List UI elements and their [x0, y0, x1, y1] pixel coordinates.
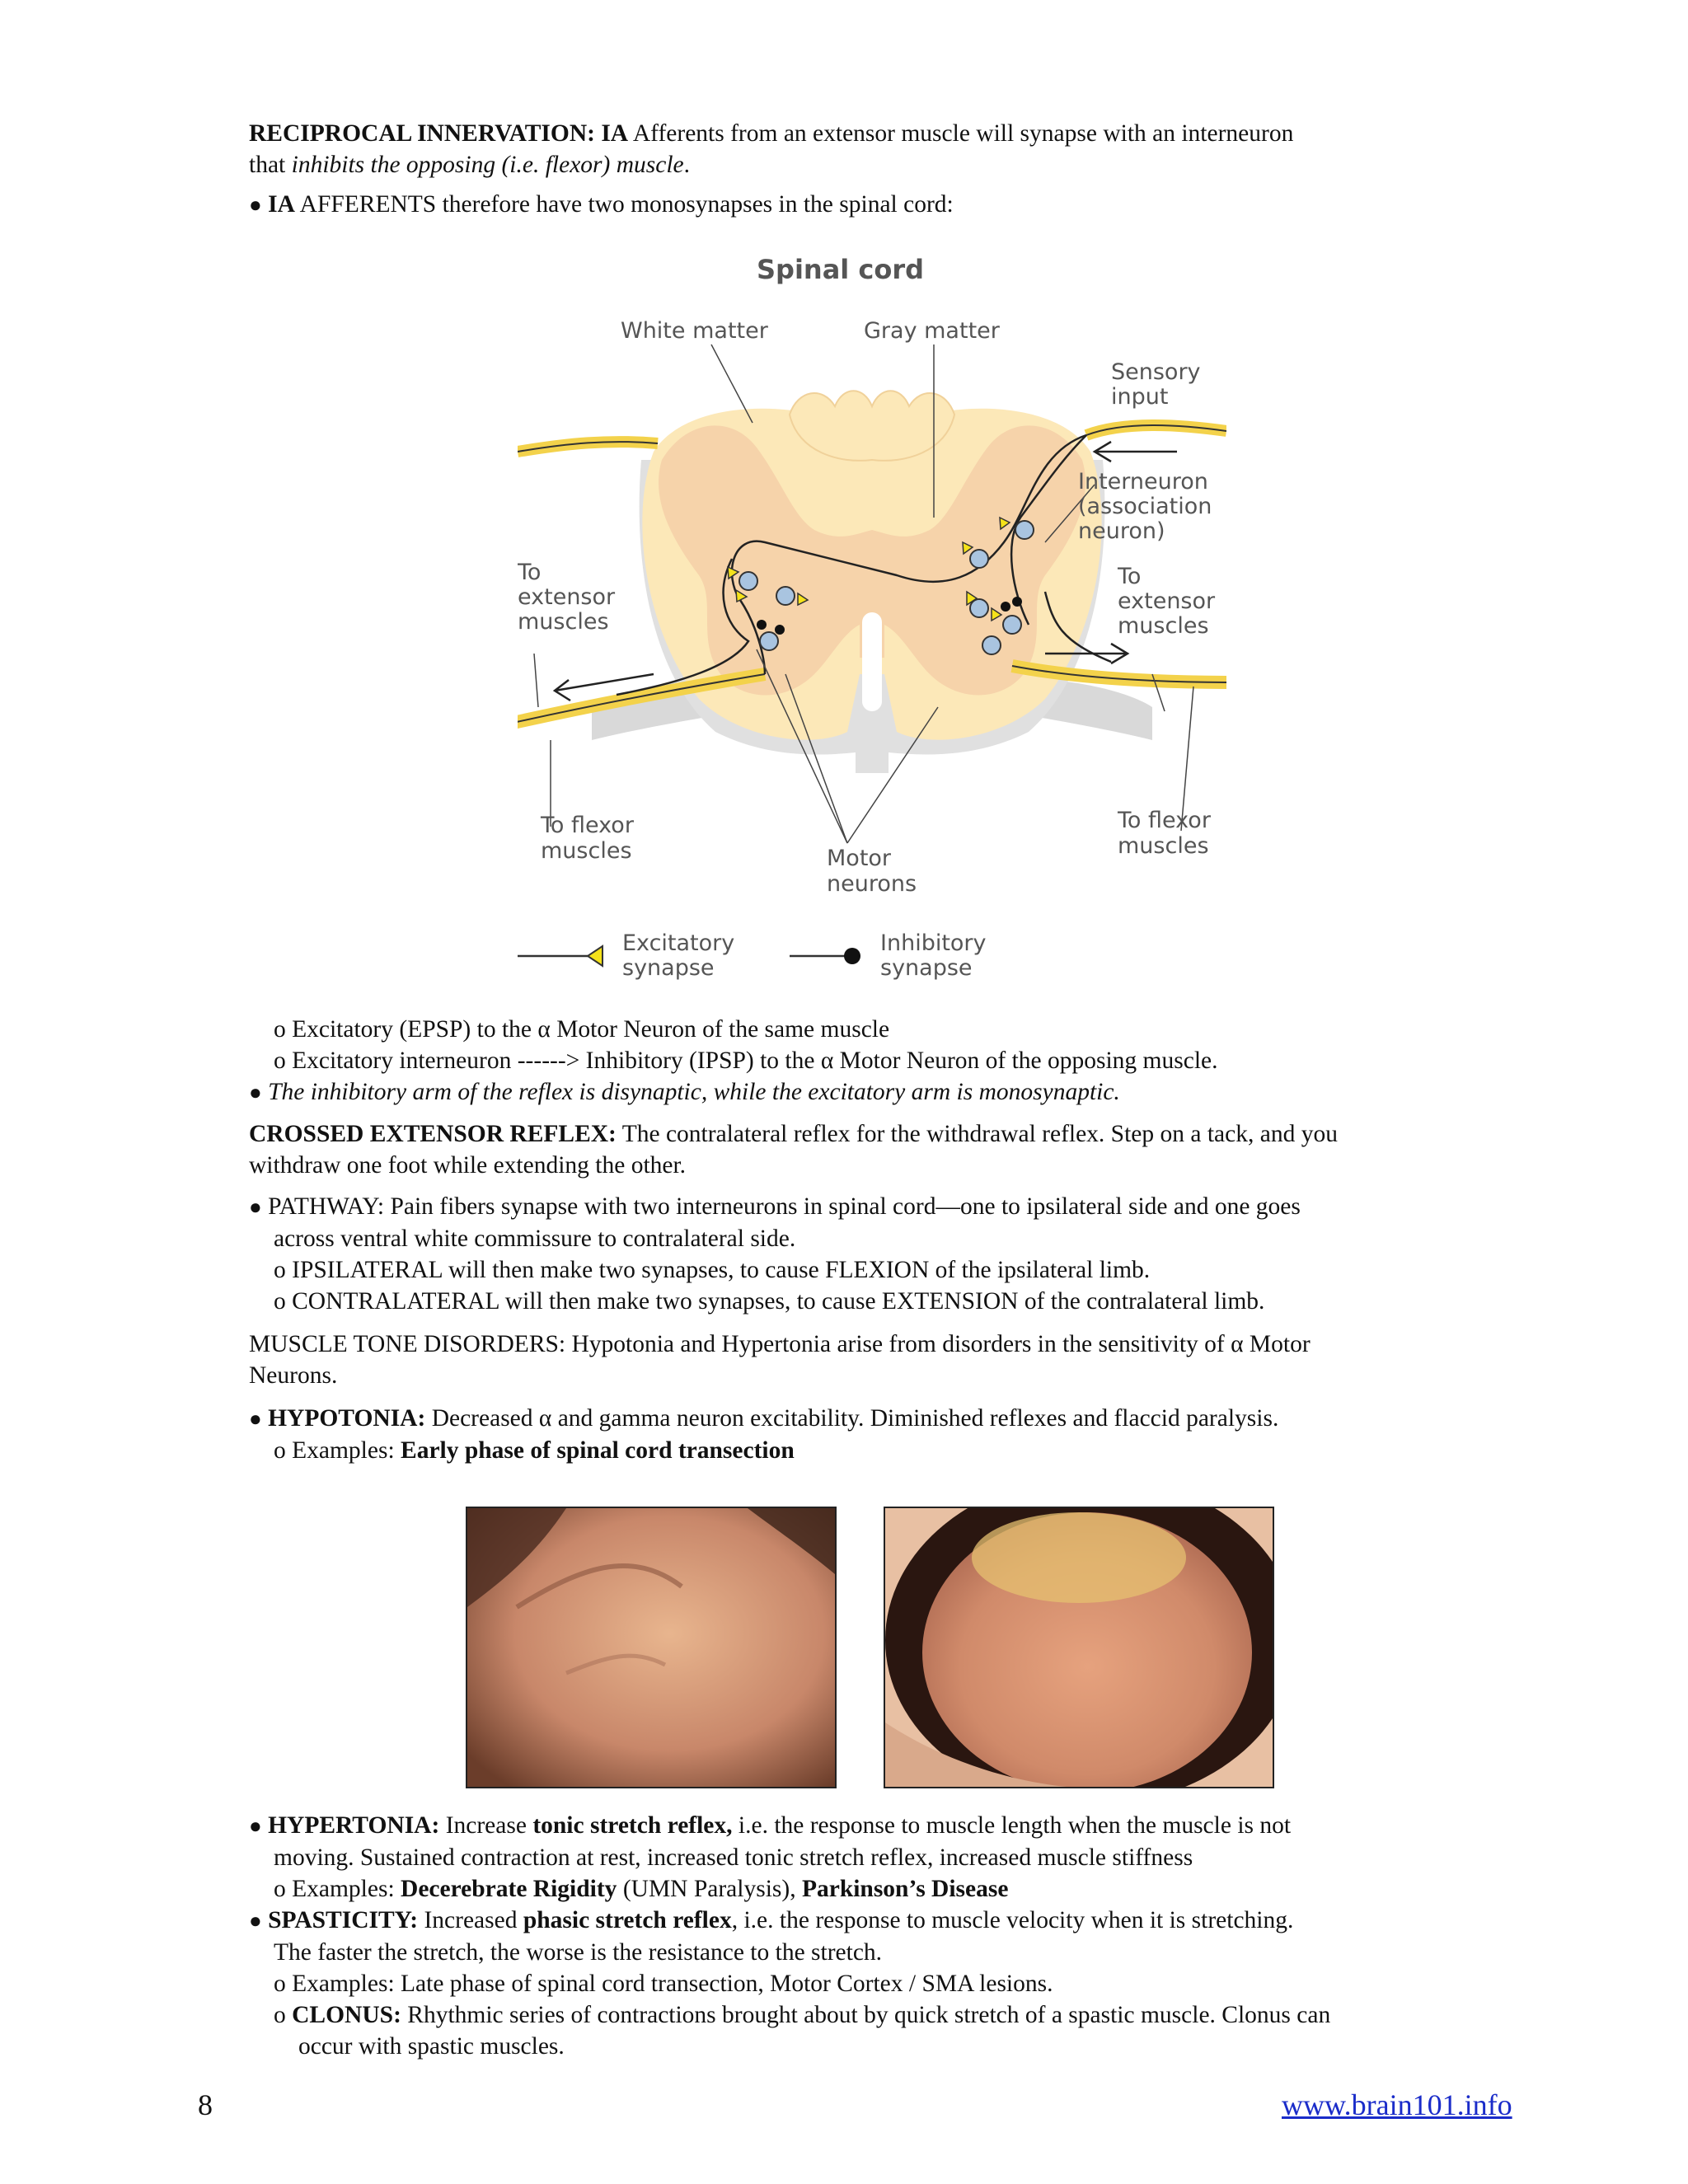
reciprocal-italic: inhibits the opposing (i.e. flexor) muscle	[291, 152, 684, 178]
hypotonia-text: Decreased α and gamma neuron excitability. Diminished reflexes and flaccid paralysis.	[425, 1405, 1279, 1432]
label-excitatory-1: Excitatory	[622, 930, 735, 956]
reciprocal-text-1: Afferents from an extensor muscle will synapse with an interneuron	[628, 120, 1294, 147]
inhibitory-legend-icon	[844, 948, 860, 964]
contralateral-item: o CONTRALATERAL will then make two synapses, to cause EXTENSION of the contralateral limb.	[274, 1288, 1265, 1315]
hypertonia-ex-mid: (UMN Paralysis),	[617, 1876, 802, 1902]
label-flexor-right-1: To flexor	[1118, 808, 1211, 833]
label-excitatory-2: synapse	[622, 955, 715, 981]
hypotonia-ex-bold: Early phase of spinal cord transection	[401, 1437, 795, 1464]
label-sensory-2: input	[1111, 384, 1169, 410]
label-flexor-left-2: muscles	[541, 838, 632, 864]
clonus-item	[249, 1999, 1469, 2031]
hypertonia-t2: i.e. the response to muscle length when the muscle is not	[732, 1812, 1292, 1839]
note-bullet	[249, 1076, 1469, 1108]
reciprocal-section	[249, 118, 1469, 221]
spasticity-examples: o Examples: Late phase of spinal cord transection, Motor Cortex / SMA lesions.	[274, 1971, 1053, 1997]
hypotonia-bullet	[249, 1403, 1469, 1435]
hypertonia-bold: tonic stretch reflex,	[532, 1812, 733, 1839]
pathway-text-1: PATHWAY: Pain fibers synapse with two interneurons in spinal cord—one to ipsilateral side and one goes	[268, 1193, 1301, 1220]
clonus-line-2: occur with spastic muscles.	[298, 2033, 565, 2060]
hypertonia-ex-bold-2: Parkinson’s Disease	[801, 1876, 1009, 1902]
clonus-title: CLONUS:	[292, 2002, 401, 2028]
crossed-title: CROSSED EXTENSOR REFLEX:	[249, 1121, 617, 1147]
tone-line-1: MUSCLE TONE DISORDERS: Hypotonia and Hypertonia arise from disorders in the sensitivity of α Motor	[249, 1331, 1311, 1357]
label-extensor-right-1: To	[1118, 564, 1142, 589]
ipsilateral-item: o IPSILATERAL will then make two synapses, to cause FLEXION of the ipsilateral limb.	[274, 1257, 1151, 1283]
label-extensor-right-3: muscles	[1118, 613, 1209, 639]
reciprocal-text-2: that	[249, 152, 292, 178]
hypotonia-photo-right	[884, 1507, 1274, 1788]
spasticity-title: SPASTICITY:	[268, 1907, 419, 1933]
sublist-epsp: o Excitatory (EPSP) to the α Motor Neuron of the same muscle	[274, 1016, 890, 1043]
spasticity-t1: Increased	[418, 1907, 523, 1933]
spasticity-bold: phasic stretch reflex	[523, 1907, 732, 1933]
label-extensor-right-2: extensor	[1118, 588, 1216, 614]
clonus-prefix: o	[274, 2002, 293, 2028]
label-extensor-left-3: muscles	[518, 609, 609, 635]
hypertonia-ex-bold-1: Decerebrate Rigidity	[401, 1876, 617, 1902]
label-flexor-left-1: To flexor	[541, 813, 634, 838]
hypotonia-title: HYPOTONIA:	[268, 1405, 426, 1432]
sublist-ipsp: o Excitatory interneuron ------> Inhibitory (IPSP) to the α Motor Neuron of the opposing muscle.	[274, 1047, 1218, 1074]
bullet-icon: ●	[249, 1407, 262, 1431]
reciprocal-line-2	[249, 149, 1469, 180]
hypertonia-t1: Increase	[439, 1812, 533, 1839]
label-interneuron-2: (association	[1078, 494, 1212, 519]
bullet-icon: ●	[249, 1909, 262, 1933]
hypertonia-examples	[249, 1873, 1469, 1905]
label-motor-2: neurons	[827, 871, 917, 897]
hypertonia-ex-prefix: o Examples:	[274, 1876, 401, 1902]
bullet-icon: ●	[249, 193, 262, 217]
ia-bullet	[249, 189, 1469, 221]
hypotonia-photo-left	[466, 1507, 837, 1788]
label-motor-1: Motor	[827, 846, 892, 871]
reciprocal-title: RECIPROCAL INNERVATION:	[249, 120, 595, 147]
reciprocal-line-1	[249, 118, 1469, 149]
reciprocal-end: .	[683, 152, 691, 178]
middle-section	[249, 1014, 1469, 1466]
ia-bullet-text: AFFERENTS therefore have two monosynapses in the spinal cord:	[294, 191, 954, 218]
hypotonia-ex-prefix: o Examples:	[274, 1437, 401, 1464]
label-white-matter: White matter	[621, 318, 768, 344]
hypertonia-bullet	[249, 1810, 1469, 1842]
label-extensor-left-1: To	[518, 560, 542, 585]
note-italic: The inhibitory arm of the reflex is disynaptic, while the excitatory arm is monosynaptic.	[268, 1079, 1120, 1105]
label-inhibitory-2: synapse	[880, 955, 973, 981]
label-interneuron-1: Interneuron	[1078, 469, 1208, 494]
spasticity-bullet	[249, 1905, 1469, 1937]
label-inhibitory-1: Inhibitory	[880, 930, 987, 956]
tone-line-2: Neurons.	[249, 1362, 338, 1389]
crossed-text-1: The contralateral reflex for the withdrawal reflex. Step on a tack, and you	[616, 1121, 1338, 1147]
bullet-icon: ●	[249, 1195, 262, 1219]
label-extensor-left-2: extensor	[518, 584, 616, 610]
clonus-text: Rhythmic series of contractions brought about by quick stretch of a spastic muscle. Clonus can	[401, 2002, 1331, 2028]
bullet-icon: ●	[249, 1814, 262, 1838]
hypotonia-examples	[249, 1435, 1469, 1466]
label-gray-matter: Gray matter	[864, 318, 1000, 344]
spasticity-line-2: The faster the stretch, the worse is the resistance to the stretch.	[274, 1939, 883, 1966]
label-interneuron-3: neuron)	[1078, 518, 1165, 544]
reciprocal-ia: IA	[601, 120, 629, 147]
ia-bullet-bold: IA	[268, 191, 295, 218]
crossed-text-2: withdraw one foot while extending the other.	[249, 1152, 687, 1179]
spasticity-t2: , i.e. the response to muscle velocity when it is stretching.	[731, 1907, 1294, 1933]
hypertonia-title: HYPERTONIA:	[268, 1812, 440, 1839]
hypertonia-line-2: moving. Sustained contraction at rest, increased tonic stretch reflex, increased muscle stiffness	[274, 1844, 1193, 1871]
label-sensory-1: Sensory	[1111, 359, 1201, 385]
footer-link[interactable]: www.brain101.info	[1282, 2088, 1512, 2121]
bullet-icon: ●	[249, 1080, 262, 1104]
excitatory-legend-icon	[588, 946, 603, 966]
pathway-text-2: across ventral white commissure to contralateral side.	[274, 1226, 796, 1252]
label-flexor-right-2: muscles	[1118, 833, 1209, 859]
bottom-section	[249, 1810, 1469, 2062]
pathway-bullet	[249, 1191, 1469, 1223]
crossed-line-1	[249, 1118, 1469, 1150]
page-number: 8	[198, 2088, 213, 2121]
ventral-fissure	[862, 612, 882, 711]
spinal-cord-figure	[518, 246, 1226, 987]
figure-title: Spinal cord	[757, 254, 925, 285]
